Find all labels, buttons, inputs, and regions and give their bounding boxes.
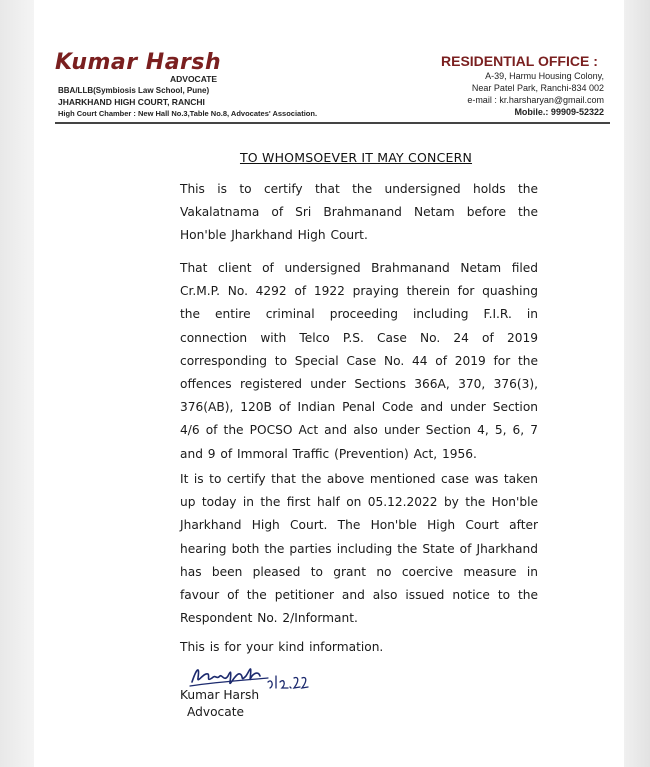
email-line: e-mail : kr.harsharyan@gmail.com [467, 95, 604, 105]
page-edge-right [624, 0, 650, 767]
signatory-name: Kumar Harsh [180, 688, 260, 702]
paragraph-4: This is for your kind information. [180, 640, 384, 654]
letterhead-qualification: BBA/LLB(Symbiosis Law School, Pune) [58, 86, 210, 95]
address-line-1: A-39, Harmu Housing Colony, [485, 71, 604, 81]
paragraph-3: It is to certify that the above mentioned case was taken up today in the first half on 05.12.2022 by the Hon'ble Jharkhand High Court. The Hon'ble High Court after hearing both the parties including the State of Jharkhand has been pleased to grant no coercive measure in favour of the petitioner and also issued notice to the Respondent No. 2/Informant. [180, 472, 538, 626]
letter-heading: TO WHOMSOEVER IT MAY CONCERN [239, 150, 473, 165]
page-edge-left [0, 0, 34, 767]
mobile-line: Mobile.: 99909-52322 [514, 107, 604, 117]
paragraph-2: That client of undersigned Brahmanand Netam filed Cr.M.P. No. 4292 of 1922 praying therein for quashing the entire criminal proceeding including F.I.R. in connection with Telco P.S. Case No. 24 of 2019 corresponding to Special Case No. 44 of 2019 for the offences registered under Sections 366A, 370, 376(3), 376(AB), 120B of Indian Penal Code and under Section 4/6 of the POCSO Act and also under Section 4, 5, 6, 7 and 9 of Immoral Traffic (Prevention) Act, 1956. [180, 261, 538, 461]
letterhead-court: JHARKHAND HIGH COURT, RANCHI [58, 97, 205, 107]
letterhead-divider [55, 122, 610, 124]
residential-office-title: RESIDENTIAL OFFICE : [441, 53, 598, 69]
paragraph-1: This is to certify that the undersigned holds the Vakalatnama of Sri Brahmanand Netam before the Hon'ble Jharkhand High Court. [180, 182, 538, 243]
letter-heading-wrap [0, 150, 650, 165]
letterhead-chamber: High Court Chamber : New Hall No.3,Table No.8, Advocates' Association. [58, 109, 318, 118]
signatory-title: Advocate [187, 705, 244, 719]
letterhead-designation: ADVOCATE [170, 74, 218, 84]
letterhead-name: Kumar Harsh [55, 50, 222, 75]
address-line-2: Near Patel Park, Ranchi-834 002 [471, 83, 604, 93]
